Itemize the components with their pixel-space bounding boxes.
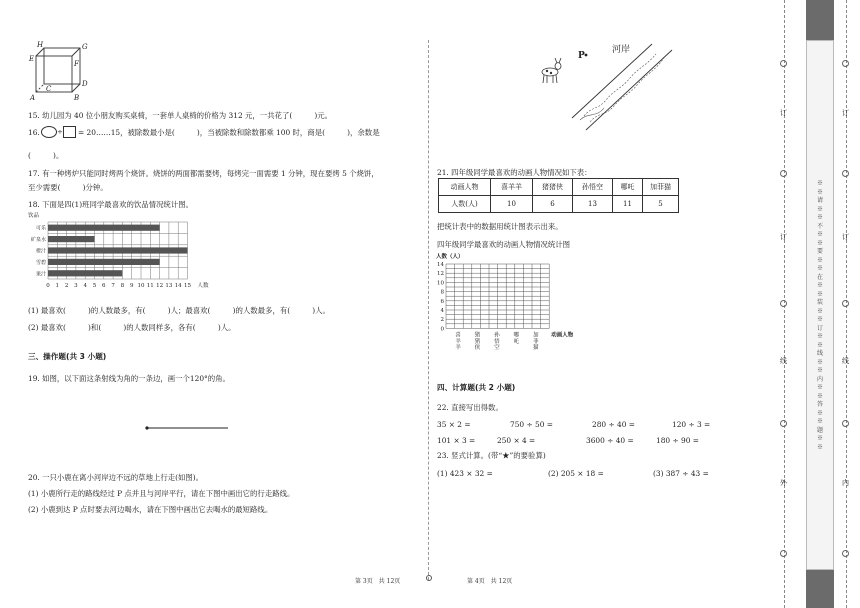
table-cell: 11 xyxy=(613,196,643,213)
y-axis-label: 人数（人） xyxy=(436,254,464,260)
drink-bar-chart xyxy=(26,208,226,302)
x-axis-label: 人数 xyxy=(197,283,209,289)
section-4-title: 四、计算题(共 2 小题) xyxy=(437,383,516,392)
divide-sign: ÷ xyxy=(57,128,63,136)
binding-grey-bottom xyxy=(806,570,834,608)
question-18: 18. 下面是四(1)班同学最喜欢的饮品情况统计图。 xyxy=(28,200,193,209)
x-axis-label: 动画人物 xyxy=(551,332,574,339)
cube-label-d: D xyxy=(82,80,88,88)
x-tick-label: 3 xyxy=(74,283,78,289)
calc-item: 3600 ÷ 40 = xyxy=(586,436,634,445)
category-label: 哪吒 xyxy=(513,332,520,345)
page-divider xyxy=(428,40,429,580)
bar xyxy=(48,247,188,253)
question-16-remainder: ( )。 xyxy=(28,151,64,160)
binding-circle xyxy=(780,550,787,557)
y-tick-label: 10 xyxy=(437,280,444,287)
x-tick-label: 2 xyxy=(64,283,69,289)
y-tick-label: 8 xyxy=(440,289,444,296)
binding-mark: 内 xyxy=(842,479,849,487)
x-tick-label: 0 xyxy=(46,283,50,289)
binding-circle xyxy=(780,170,787,177)
category-label: 雪碧 xyxy=(35,259,46,266)
cube-label-h: H xyxy=(37,41,44,49)
table-cell: 13 xyxy=(573,196,613,213)
binding-circle xyxy=(842,60,849,67)
category-label: 加菲猫 xyxy=(532,332,539,352)
table-cell: 哪吒 xyxy=(613,179,643,196)
binding-circle xyxy=(780,420,787,427)
cube-label-g: G xyxy=(82,43,88,51)
y-axis-label: 饮品 xyxy=(28,213,40,219)
x-tick-label: 5 xyxy=(92,283,97,289)
calc-item: 250 × 4 = xyxy=(497,436,536,445)
question-18-part2: (2) 最喜欢( )和( )的人数同样多，各有( )人。 xyxy=(28,323,236,332)
table-cell: 10 xyxy=(491,196,533,213)
y-tick-label: 14 xyxy=(437,262,444,268)
question-23: 23. 竖式计算。(带“★”的要验算) xyxy=(437,451,546,460)
binding-mark: 外 xyxy=(780,479,787,487)
category-label: 孙悟空 xyxy=(494,332,500,352)
question-17-line2: 至少需要( )分钟。 xyxy=(28,183,108,192)
calc-item: 180 ÷ 90 = xyxy=(656,436,699,445)
question-21-instruction: 把统计表中的数据用统计图表示出来。 xyxy=(437,222,563,231)
binding-mark: 订 xyxy=(842,233,849,241)
table-cell: 猪猪侠 xyxy=(533,179,573,196)
point-p-label: P xyxy=(578,51,585,61)
table-cell: 5 xyxy=(643,196,679,213)
binding-circle xyxy=(842,170,849,177)
question-21: 21. 四年级同学最喜欢的动画人物情况如下表： xyxy=(437,168,592,177)
left-page-footer: 第 3页 共 12页 xyxy=(355,578,401,585)
category-label: 喜羊羊 xyxy=(455,332,461,352)
binding-mark: 订 xyxy=(780,109,787,117)
section-3-title: 三、操作题(共 3 小题) xyxy=(28,352,107,361)
category-label: 果汁 xyxy=(35,271,46,278)
binding-circle xyxy=(780,300,787,307)
deer-river-figure xyxy=(536,36,676,132)
x-tick-label: 13 xyxy=(165,283,173,289)
cube-label-e: E xyxy=(29,55,35,63)
cartoon-table xyxy=(438,178,679,213)
dividend-circle xyxy=(41,126,57,138)
y-tick-label: 12 xyxy=(437,271,444,278)
y-tick-label: 2 xyxy=(440,317,444,324)
vertical-calc-item: (2) 205 × 18 = xyxy=(548,469,604,478)
binding-circle xyxy=(842,420,849,427)
table-cell: 孙悟空 xyxy=(573,179,613,196)
category-label: 猪猪侠 xyxy=(474,332,481,352)
question-15: 15. 幼儿园为 40 位小朋友购买桌椅，一套单人桌椅的价格为 312 元，一共花了( )元。 xyxy=(28,111,333,120)
question-16-number: 16. xyxy=(28,128,40,137)
binding-circle xyxy=(780,60,787,67)
cube-label-f: F xyxy=(74,60,79,68)
right-page-footer: 第 4页 共 12页 xyxy=(467,578,513,585)
question-20-part2: (2) 小鹿到达 P 点时要去河边喝水，请在下图中画出它去喝水的最短路线。 xyxy=(28,505,273,514)
bar xyxy=(48,270,122,276)
binding-mark: 线 xyxy=(780,357,787,365)
cube-label-a: A xyxy=(30,94,36,102)
table-row xyxy=(439,196,679,213)
table-cell: 喜羊羊 xyxy=(491,179,533,196)
calc-item: 35 × 2 = xyxy=(437,420,471,429)
x-tick-label: 1 xyxy=(55,283,60,289)
table-cell: 加菲猫 xyxy=(643,179,679,196)
binding-mark: 订 xyxy=(842,109,849,117)
fold-hole xyxy=(426,575,432,581)
cube-label-b: B xyxy=(74,94,80,102)
bar xyxy=(48,259,160,265)
calc-item: 750 ÷ 50 = xyxy=(510,420,553,429)
bar xyxy=(48,236,95,242)
y-tick-label: 6 xyxy=(440,298,444,305)
x-tick-label: 7 xyxy=(111,283,115,289)
binding-notice-text: ※※请※※不※※要※※在※※装※※订※※线※※内※※答※※题※※ xyxy=(816,180,823,451)
x-tick-label: 6 xyxy=(102,283,106,289)
cube-label-c: C xyxy=(46,85,52,93)
cartoon-chart-title: 四年级同学最喜欢的动画人物情况统计图 xyxy=(437,240,571,249)
table-cell: 6 xyxy=(533,196,573,213)
cube-figure xyxy=(28,40,98,102)
x-tick-label: 4 xyxy=(83,283,87,289)
binding-mark: 线 xyxy=(842,357,849,365)
question-20: 20. 一只小鹿在离小河岸边不远的草地上行走(如图)。 xyxy=(28,473,204,482)
question-17-line1: 17. 有一种烤炉只能同时烤两个烧饼。烧饼的两面都需要烤，每烤完一面需要 1 分钟，现在要烤 5 个烧饼， xyxy=(28,169,379,178)
x-tick-label: 10 xyxy=(137,283,145,289)
category-label: 橙汁 xyxy=(35,248,46,255)
x-tick-label: 14 xyxy=(174,283,182,289)
x-tick-label: 11 xyxy=(146,283,154,289)
cartoon-bar-chart-grid xyxy=(434,250,594,362)
y-tick-label: 0 xyxy=(440,326,444,333)
river-bank-label: 河岸 xyxy=(612,45,631,55)
category-label: 可乐 xyxy=(35,225,46,232)
calc-item: 280 ÷ 40 = xyxy=(592,420,635,429)
category-label: 矿泉水 xyxy=(30,237,46,244)
x-tick-label: 9 xyxy=(129,283,134,289)
table-row xyxy=(439,179,679,196)
vertical-calc-item: (3) 387 ÷ 43 = xyxy=(653,469,709,478)
y-tick-label: 4 xyxy=(440,308,444,314)
x-tick-label: 8 xyxy=(120,283,125,289)
question-22: 22. 直接写出得数。 xyxy=(437,403,503,412)
binding-circle xyxy=(842,300,849,307)
question-18-part1: (1) 最喜欢( )的人数最多，有( )人；最喜欢( )的人数最多，有( )人。 xyxy=(28,306,330,315)
binding-mark: 订 xyxy=(780,233,787,241)
x-tick-label: 15 xyxy=(184,283,191,289)
table-cell: 人数(人) xyxy=(439,196,491,213)
table-cell: 动画人物 xyxy=(439,179,491,196)
deer-icon xyxy=(542,58,561,83)
x-tick-label: 12 xyxy=(156,283,164,289)
divisor-square xyxy=(63,126,76,138)
vertical-calc-item: (1) 423 × 32 = xyxy=(437,469,493,478)
question-16-text: = 20……15，被除数最小是( )，当被除数和除数都乘 100 时，商是( )，余数是 xyxy=(78,128,380,137)
question-20-part1: (1) 小鹿所行走的路线经过 P 点并且与河岸平行，请在下图中画出它的行走路线。 xyxy=(28,489,295,498)
calc-item: 120 ÷ 3 = xyxy=(672,420,711,429)
question-19: 19. 如图，以下面这条射线为角的一条边，画一个120°的角。 xyxy=(28,374,230,383)
binding-circle xyxy=(842,550,849,557)
bar xyxy=(48,225,160,231)
calc-item: 101 × 3 = xyxy=(437,436,476,445)
binding-grey-top xyxy=(806,0,834,40)
ray-figure xyxy=(144,424,234,432)
